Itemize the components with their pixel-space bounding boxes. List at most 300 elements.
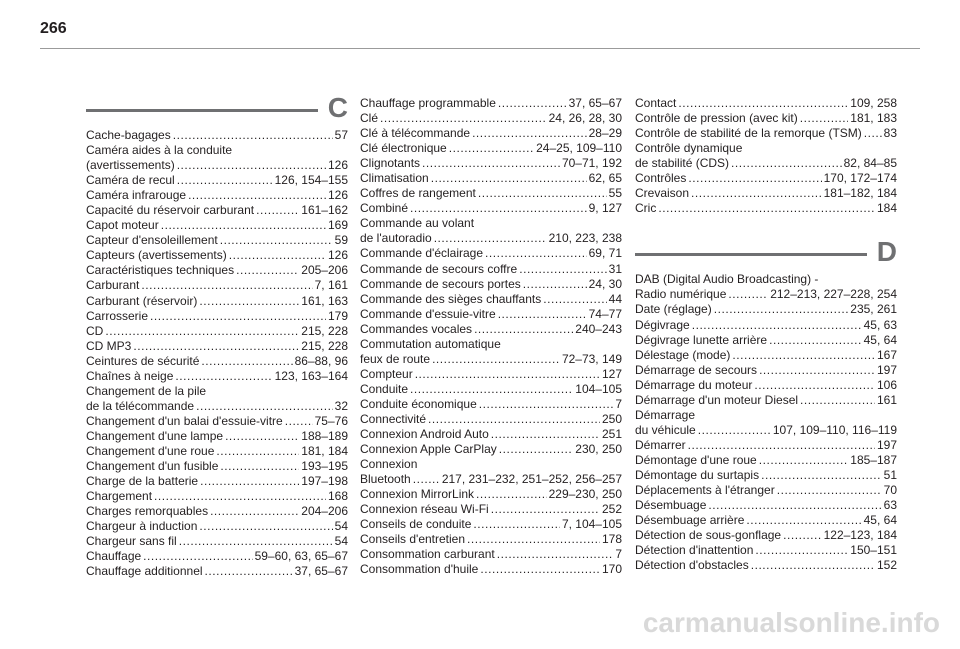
leader-dots [543, 292, 606, 307]
index-entry [635, 558, 897, 573]
index-pages: 204–206 [301, 504, 348, 519]
index-term: Démarrage de secours [635, 362, 758, 377]
index-term: Consommation d'huile [360, 562, 479, 577]
index-term: Clé [360, 111, 379, 126]
index-term: Démontage d'une roue [635, 452, 757, 467]
leader-dots [285, 414, 313, 429]
index-entry [360, 517, 622, 532]
index-term: Combiné [360, 201, 409, 216]
index-entry [360, 141, 622, 156]
index-entry [360, 322, 622, 337]
leader-dots [864, 126, 882, 141]
index-term: Connexion [360, 457, 418, 472]
index-term: Carburant (réservoir) [86, 293, 198, 308]
index-term: Clé électronique [360, 141, 447, 156]
index-pages: 215, 228 [301, 323, 348, 338]
index-entry [360, 186, 622, 201]
index-pages: 188–189 [301, 428, 348, 443]
index-pages: 28–29 [588, 126, 622, 141]
index-entry [635, 513, 897, 528]
leader-dots [431, 171, 587, 186]
index-entry [360, 277, 622, 292]
index-entry [86, 324, 348, 339]
index-pages: 54 [334, 519, 348, 534]
index-entry [360, 96, 622, 111]
index-entry [635, 333, 897, 348]
leader-dots [413, 472, 440, 487]
index-term: Caméra aides à la conduite [86, 143, 233, 158]
index-entry [360, 562, 622, 577]
index-term: Contrôle de pression (avec kit) [635, 111, 798, 126]
index-pages: 107, 109–110, 116–119 [772, 422, 897, 437]
index-entry [635, 272, 897, 302]
leader-dots [759, 453, 849, 468]
index-term: Consommation carburant [360, 547, 495, 562]
leader-dots [161, 218, 326, 233]
index-term: Cache-bagages [86, 128, 171, 142]
index-entry [86, 369, 348, 384]
index-term: Clignotants [360, 156, 421, 171]
index-pages: 152 [876, 558, 897, 573]
index-entry [360, 216, 622, 246]
index-term: Carburant [86, 278, 140, 293]
index-term: Caméra de recul [86, 173, 175, 188]
index-term: Conduite [360, 381, 409, 396]
leader-dots [154, 489, 326, 504]
index-pages: 150–151 [850, 543, 897, 558]
index-term: Détection de sous-gonflage [635, 528, 782, 543]
index-pages: 123, 163–164 [274, 368, 348, 383]
index-entry [360, 156, 622, 171]
index-entry [635, 378, 897, 393]
index-term: feux de route [360, 351, 431, 366]
index-pages: 24, 26, 28, 30 [548, 111, 622, 126]
index-pages: 197 [876, 437, 897, 452]
index-term: Commandes vocales [360, 321, 473, 336]
leader-dots [473, 517, 560, 532]
leader-dots [410, 201, 587, 216]
leader-dots [658, 201, 875, 216]
leader-dots [491, 502, 600, 517]
section-header-c [86, 92, 348, 126]
index-term: Démarrage du moteur [635, 377, 753, 392]
section-header-d [635, 236, 897, 270]
index-entry [360, 367, 622, 382]
index-pages: 59 [334, 233, 348, 248]
index-entry [86, 429, 348, 444]
index-entry [86, 414, 348, 429]
index-term: Conduite économique [360, 396, 477, 411]
leader-dots [708, 498, 881, 513]
index-entry [635, 318, 897, 333]
index-term: Changement de la pile [86, 383, 207, 398]
index-term: Commande au volant [360, 216, 475, 231]
index-entry [635, 96, 897, 111]
index-pages: 37, 65–67 [568, 96, 622, 110]
leader-dots [692, 318, 862, 333]
index-entry [86, 474, 348, 489]
index-term: Chauffage additionnel [86, 564, 203, 579]
leader-dots [133, 339, 299, 354]
leader-dots [177, 158, 326, 173]
index-entry [635, 171, 897, 186]
index-pages: 122–123, 184 [823, 528, 897, 543]
index-term: Ceintures de sécurité [86, 353, 200, 368]
section-rule [86, 109, 318, 112]
index-pages: 104–105 [575, 381, 622, 396]
index-entry [86, 143, 348, 173]
index-entry [635, 393, 897, 408]
index-pages: 181–182, 184 [823, 186, 897, 201]
leader-dots [688, 438, 875, 453]
index-entry [360, 442, 622, 457]
index-list-c3 [635, 96, 897, 216]
index-pages: 193–195 [301, 459, 348, 474]
index-term: Changement d'une roue [86, 443, 215, 458]
leader-dots [497, 547, 614, 562]
index-pages: 197 [876, 362, 897, 377]
index-term: Bluetooth [360, 472, 411, 487]
index-pages: 70 [883, 483, 897, 498]
index-term: Caméra infrarouge [86, 188, 187, 203]
index-entry [635, 348, 897, 363]
index-entry [86, 233, 348, 248]
index-term: Détection d'obstacles [635, 558, 749, 573]
leader-dots [179, 534, 333, 549]
leader-dots [220, 233, 333, 248]
index-term: Contrôle de stabilité de la remorque (TSM) [635, 126, 862, 141]
index-pages: 251 [601, 427, 622, 442]
index-term: Démontage du surtapis [635, 467, 760, 482]
index-entry [86, 278, 348, 293]
index-term: Commutation automatique [360, 336, 501, 351]
leader-dots [422, 156, 560, 171]
index-term: Connexion MirrorLink [360, 487, 475, 502]
index-pages: 83 [883, 126, 897, 141]
index-entry [360, 126, 622, 141]
leader-dots [769, 333, 862, 348]
index-entry [635, 483, 897, 498]
leader-dots [141, 278, 312, 293]
index-entry [86, 173, 348, 188]
index-term: Conseils de conduite [360, 517, 472, 532]
index-term: Dégivrage lunette arrière [635, 332, 768, 347]
index-term: Clé à télécommande [360, 126, 471, 141]
index-entry [86, 128, 348, 143]
index-term: (avertissements) [86, 158, 175, 173]
index-entry [360, 201, 622, 216]
index-pages: 240–243 [575, 321, 622, 336]
index-pages: 59–60, 63, 65–67 [254, 549, 348, 564]
index-pages: 32 [334, 398, 348, 413]
leader-dots [150, 309, 326, 324]
index-entry [86, 504, 348, 519]
leader-dots [777, 483, 882, 498]
index-pages: 45, 63 [863, 317, 897, 332]
index-entry [360, 487, 622, 502]
index-pages: 7, 161 [314, 278, 348, 293]
leader-dots [188, 188, 326, 203]
index-entry [86, 459, 348, 474]
index-pages: 215, 228 [301, 338, 348, 353]
leader-dots [216, 444, 299, 459]
index-pages: 127 [601, 366, 622, 381]
index-pages: 210, 223, 238 [548, 231, 622, 246]
index-entry [635, 126, 897, 141]
index-term: de l'autoradio [360, 231, 432, 246]
index-entry [86, 519, 348, 534]
leader-dots [754, 378, 875, 393]
index-pages: 230, 250 [575, 442, 622, 457]
index-entry [360, 502, 622, 517]
index-term: Commande d'essuie-vitre [360, 306, 496, 321]
index-term: Charges remorquables [86, 504, 209, 519]
index-term: Capacité du réservoir carburant [86, 203, 255, 218]
index-pages: 86–88, 96 [294, 353, 348, 368]
index-entry [360, 397, 622, 412]
leader-dots [199, 519, 332, 534]
leader-dots [731, 156, 842, 171]
index-term: Contrôle dynamique [635, 141, 743, 156]
index-term: Délestage (mode) [635, 347, 731, 362]
index-term: de la télécommande [86, 398, 195, 413]
index-term: Conseils d'entretien [360, 532, 466, 547]
index-pages: 184 [876, 201, 897, 216]
index-pages: 9, 127 [588, 201, 622, 216]
index-entry [360, 292, 622, 307]
index-entry [86, 218, 348, 233]
index-term: Commande d'éclairage [360, 246, 484, 261]
index-column-3 [635, 96, 897, 573]
section-rule [635, 253, 867, 256]
index-entry [86, 339, 348, 354]
leader-dots [698, 423, 771, 438]
index-term: Démarrage [635, 407, 696, 422]
index-pages: 235, 261 [850, 302, 897, 317]
index-term: CD MP3 [86, 338, 132, 353]
leader-dots [691, 186, 822, 201]
index-entry [360, 111, 622, 126]
leader-dots [755, 543, 848, 558]
index-term: Connexion Android Auto [360, 427, 489, 442]
index-pages: 181, 183 [850, 111, 897, 126]
index-pages: 55 [608, 186, 622, 201]
index-entry [360, 532, 622, 547]
index-entry [360, 171, 622, 186]
leader-dots [746, 513, 861, 528]
leader-dots [220, 459, 299, 474]
index-pages: 217, 231–232, 251–252, 256–257 [441, 472, 622, 487]
index-term: Connexion Apple CarPlay [360, 442, 497, 457]
leader-dots [688, 171, 821, 186]
index-pages: 37, 65–67 [294, 564, 348, 579]
index-entry [360, 457, 622, 487]
index-entry [635, 453, 897, 468]
index-pages: 62, 65 [588, 171, 622, 186]
index-pages: 167 [876, 347, 897, 362]
index-pages: 44 [608, 291, 622, 306]
leader-dots [256, 203, 299, 218]
leader-dots [410, 382, 573, 397]
leader-dots [380, 111, 547, 126]
index-term: DAB (Digital Audio Broadcasting) - [635, 272, 819, 287]
index-term: Chauffage programmable [360, 96, 496, 110]
index-term: Coffres de rangement [360, 186, 476, 201]
index-pages: 126 [327, 248, 348, 263]
leader-dots [205, 564, 293, 579]
index-entry [635, 408, 897, 438]
leader-dots [200, 474, 299, 489]
index-pages: 126 [327, 158, 348, 173]
index-pages: 7 [615, 547, 622, 562]
watermark: carmanualsonline.info [642, 607, 940, 638]
leader-dots [800, 111, 849, 126]
leader-dots [175, 369, 272, 384]
index-pages: 205–206 [301, 263, 348, 278]
index-term: Climatisation [360, 171, 429, 186]
index-entry [360, 547, 622, 562]
leader-dots [173, 128, 333, 143]
index-entry [360, 246, 622, 261]
leader-dots [751, 558, 875, 573]
leader-dots [759, 363, 875, 378]
index-entry [86, 564, 348, 579]
index-entry [86, 384, 348, 414]
index-entry [360, 262, 622, 277]
index-pages: 126, 154–155 [274, 173, 348, 188]
leader-dots [210, 504, 299, 519]
index-entry [86, 309, 348, 324]
index-pages: 70–71, 192 [561, 156, 622, 171]
leader-dots [478, 186, 607, 201]
leader-dots [523, 277, 587, 292]
leader-dots [761, 468, 882, 483]
index-term: du véhicule [635, 422, 696, 437]
index-term: Commande des sièges chauffants [360, 291, 542, 306]
index-term: Radio numérique [635, 287, 727, 302]
index-pages: 170 [601, 562, 622, 577]
index-term: Démarrer [635, 437, 686, 452]
leader-dots [105, 324, 299, 339]
index-term: Changement d'un balai d'essuie-vitre [86, 413, 283, 428]
index-pages: 229–230, 250 [548, 487, 622, 502]
leader-dots [199, 294, 299, 309]
index-pages: 54 [334, 534, 348, 549]
index-entry [635, 111, 897, 126]
leader-dots [498, 307, 587, 322]
index-pages: 161–162 [301, 203, 348, 218]
index-term: Chargement [86, 489, 153, 504]
index-term: CD [86, 323, 104, 338]
index-pages: 51 [883, 467, 897, 482]
leader-dots [432, 352, 560, 367]
index-pages: 45, 64 [863, 332, 897, 347]
leader-dots [678, 96, 848, 111]
index-column-1 [86, 92, 348, 579]
section-letter-c: C [327, 92, 348, 123]
index-term: de stabilité (CDS) [635, 156, 730, 171]
index-term: Désembuage [635, 498, 707, 513]
leader-dots [449, 141, 534, 156]
index-entry [360, 427, 622, 442]
index-term: Démarrage d'un moteur Diesel [635, 392, 799, 407]
index-term: Capteur d'ensoleillement [86, 233, 218, 248]
index-term: Changement d'un fusible [86, 459, 219, 474]
index-pages: 7 [615, 396, 622, 411]
leader-dots [196, 399, 333, 414]
index-pages: 75–76 [314, 413, 348, 428]
index-entry [360, 412, 622, 427]
index-pages: 212–213, 227–228, 254 [770, 287, 897, 302]
index-term: Dégivrage [635, 317, 690, 332]
index-pages: 31 [608, 261, 622, 276]
leader-dots [480, 562, 600, 577]
index-term: Caractéristiques techniques [86, 263, 235, 278]
leader-dots [229, 248, 326, 263]
leader-dots [467, 532, 600, 547]
page-number: 266 [40, 20, 67, 37]
index-pages: 250 [601, 411, 622, 426]
index-term: Contrôles [635, 171, 687, 186]
index-term: Contact [635, 96, 677, 110]
index-term: Chargeur sans fil [86, 534, 177, 549]
index-entry [86, 203, 348, 218]
index-pages: 106 [876, 377, 897, 392]
index-pages: 45, 64 [863, 513, 897, 528]
index-entry [86, 294, 348, 309]
index-term: Connexion réseau Wi-Fi [360, 502, 489, 517]
index-column-2 [360, 96, 622, 578]
index-pages: 109, 258 [850, 96, 897, 110]
leader-dots [499, 442, 574, 457]
index-pages: 168 [327, 489, 348, 504]
leader-dots [519, 262, 606, 277]
index-entry [86, 263, 348, 278]
index-entry [635, 543, 897, 558]
index-entry [86, 549, 348, 564]
index-pages: 57 [334, 128, 348, 142]
index-entry [86, 444, 348, 459]
index-entry [86, 188, 348, 203]
index-term: Déplacements à l'étranger [635, 483, 775, 498]
index-pages: 252 [601, 502, 622, 517]
index-entry [635, 363, 897, 378]
index-entry [360, 337, 622, 367]
index-pages: 63 [883, 498, 897, 513]
index-entry [635, 141, 897, 171]
index-entry [360, 382, 622, 397]
leader-dots [434, 231, 547, 246]
leader-dots [476, 487, 547, 502]
index-pages: 126 [327, 188, 348, 203]
index-pages: 24, 30 [588, 276, 622, 291]
index-entry [635, 186, 897, 201]
index-term: Cric [635, 201, 657, 216]
index-pages: 72–73, 149 [561, 351, 622, 366]
index-pages: 161 [876, 392, 897, 407]
index-list-d3 [635, 272, 897, 573]
leader-dots [728, 287, 768, 302]
leader-dots [225, 429, 299, 444]
index-entry [86, 248, 348, 263]
index-term: Connectivité [360, 411, 427, 426]
section-letter-d: D [876, 236, 897, 268]
index-term: Capot moteur [86, 218, 159, 233]
index-term: Crevaison [635, 186, 690, 201]
index-term: Chauffage [86, 549, 142, 564]
index-entry [635, 438, 897, 453]
index-term: Date (réglage) [635, 302, 712, 317]
